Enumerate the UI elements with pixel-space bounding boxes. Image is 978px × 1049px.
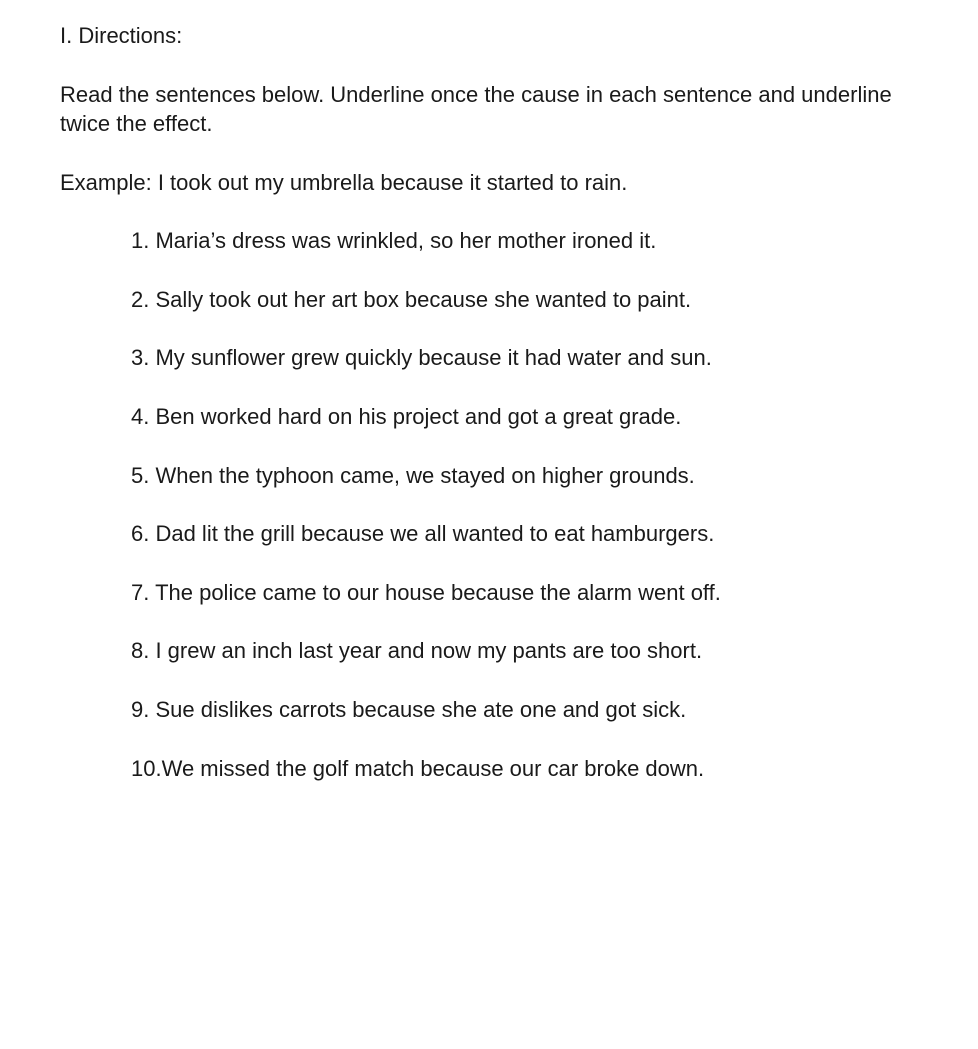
sentence-item-2: 2. Sally took out her art box because she wanted to paint. — [131, 287, 692, 312]
sentence-item-9: 9. Sue dislikes carrots because she ate one and got sick. — [131, 697, 687, 722]
sentence-item-7: 7. The police came to our house because the alarm went off. — [131, 580, 721, 605]
example-sentence: Example: I took out my umbrella because it started to rain. — [60, 170, 628, 195]
sentence-item-4: 4. Ben worked hard on his project and got a great grade. — [131, 404, 682, 429]
sentence-item-6: 6. Dad lit the grill because we all wanted to eat hamburgers. — [131, 521, 715, 546]
sentence-item-10: 10.We missed the golf match because our car broke down. — [131, 756, 705, 781]
instructions-line-2: twice the effect. — [60, 111, 213, 136]
directions-heading: I. Directions: — [60, 23, 183, 48]
sentence-item-1: 1. Maria’s dress was wrinkled, so her mother ironed it. — [131, 228, 657, 253]
sentence-item-8: 8. I grew an inch last year and now my pants are too short. — [131, 638, 703, 663]
sentence-item-3: 3. My sunflower grew quickly because it had water and sun. — [131, 345, 712, 370]
sentence-item-5: 5. When the typhoon came, we stayed on higher grounds. — [131, 463, 695, 488]
instructions-line-1: Read the sentences below. Underline once the cause in each sentence and underline — [60, 82, 892, 107]
